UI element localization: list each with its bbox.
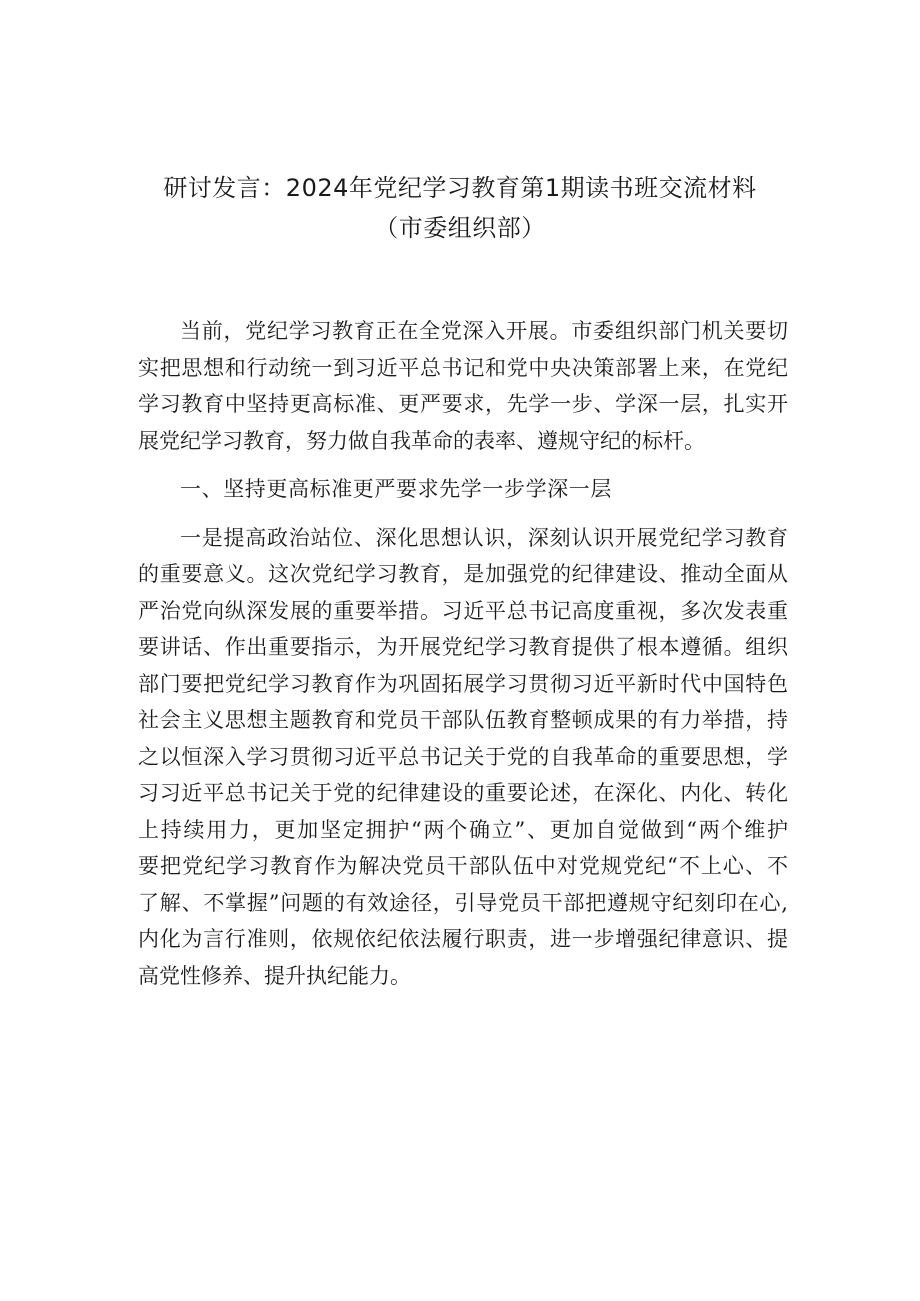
text-line: 要讲话、作出重要指示，为开展党纪学习教育提供了根本遵循。组织 <box>138 635 788 659</box>
section-heading <box>138 471 788 508</box>
text-line: 一是提高政治站位、深化思想认识，深刻认识开展党纪学习教育 <box>180 525 788 550</box>
text-line: 展党纪学习教育，努力做自我革命的表率、遵规守纪的标杆。 <box>138 428 705 453</box>
text-line: 了解、不掌握”问题的有效途径，引导党员干部把遵规守纪刻印在心, <box>138 890 788 915</box>
text-line: 社会主义思想主题教育和党员干部队伍教育整顿成果的有力举措，持 <box>138 708 788 732</box>
text-line: 高党性修养、提升执纪能力。 <box>138 963 411 988</box>
text-line: 内化为言行准则，依规依纪依法履行职责，进一步增强纪律意识、提 <box>138 927 788 951</box>
text-line: 习习近平总书记关于党的纪律建设的重要论述，在深化、内化、转化 <box>138 781 788 805</box>
text-line: 上持续用力，更加坚定拥护“两个确立”、更加自觉做到“两个维护 <box>138 817 788 842</box>
title-main: 研讨发言：2024年党纪学习教育第1期读书班交流材料 <box>163 174 757 202</box>
text-line: 要把党纪学习教育作为解决党员干部队伍中对党规党纪“不上心、不 <box>138 854 788 878</box>
intro-paragraph <box>138 313 788 459</box>
text-line: 学习教育中坚持更高标准、更严要求，先学一步、学深一层，扎实开 <box>138 392 788 416</box>
text-line: 当前，党纪学习教育正在全党深入开展。市委组织部门机关要切 <box>180 319 788 343</box>
document-title <box>0 168 920 248</box>
text-line: 严治党向纵深发展的重要举措。习近平总书记高度重视，多次发表重 <box>138 598 788 623</box>
heading-text: 一、坚持更高标准更严要求先学一步学深一层 <box>180 477 612 501</box>
text-line: 之以恒深入学习贯彻习近平总书记关于党的自我革命的重要思想，学 <box>138 744 788 769</box>
title-subtitle: （市委组织部） <box>374 214 546 242</box>
body-paragraph <box>138 520 788 995</box>
text-line: 实把思想和行动统一到习近平总书记和党中央决策部署上来，在党纪 <box>138 355 788 380</box>
text-line: 的重要意义。这次党纪学习教育，是加强党的纪律建设、推动全面从 <box>138 562 788 586</box>
document-body <box>138 313 788 1006</box>
text-line: 部门要把党纪学习教育作为巩固拓展学习贯彻习近平新时代中国特色 <box>138 671 788 696</box>
